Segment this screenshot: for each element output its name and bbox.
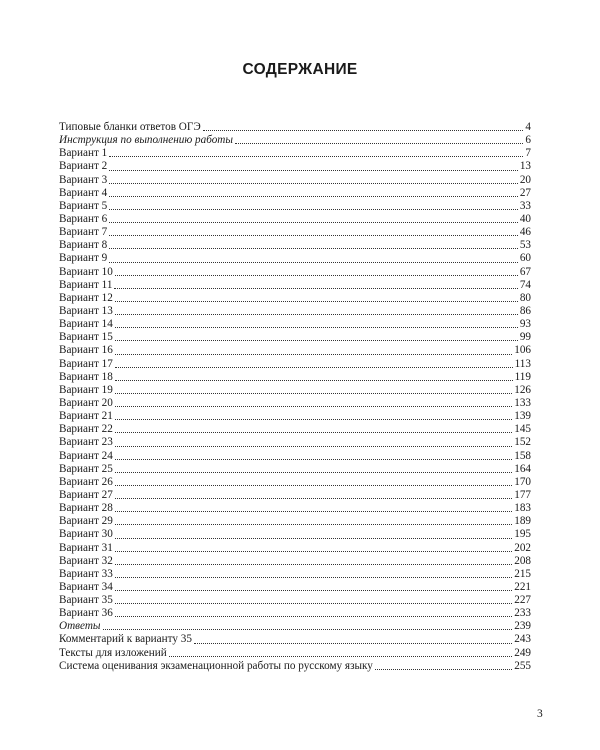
toc-entry-label: Комментарий к варианту 35 [59, 633, 192, 646]
toc-entry[interactable] [59, 423, 531, 436]
dot-leader [115, 367, 513, 368]
page-number: 3 [537, 708, 543, 720]
toc-entry[interactable] [59, 397, 531, 410]
dot-leader [115, 406, 512, 407]
toc-entry-label: Инструкция по выполнению работы [59, 134, 233, 147]
toc-entry[interactable] [59, 620, 531, 633]
toc-entry-label: Тексты для изложений [59, 646, 167, 659]
dot-leader [115, 485, 512, 486]
toc-entry-label: Вариант 25 [59, 462, 113, 475]
dot-leader [115, 459, 512, 460]
dot-leader [115, 419, 512, 420]
toc-entry-label: Вариант 36 [59, 607, 113, 620]
toc-entry-page: 119 [514, 370, 531, 383]
dot-leader [194, 643, 512, 644]
dot-leader [115, 354, 512, 355]
dot-leader [103, 629, 513, 630]
dot-leader [115, 577, 512, 578]
toc-entry-page: 93 [519, 318, 531, 331]
dot-leader [109, 235, 518, 236]
dot-leader [115, 446, 512, 447]
toc-entry-page: 195 [514, 528, 531, 541]
toc-entry[interactable] [59, 239, 531, 252]
toc-entry-label: Вариант 12 [59, 291, 113, 304]
toc-entry-label: Вариант 27 [59, 488, 113, 501]
toc-entry[interactable] [59, 502, 531, 515]
toc-entry[interactable] [59, 331, 531, 344]
toc-entry-label: Вариант 15 [59, 331, 113, 344]
toc-entry[interactable] [59, 226, 531, 239]
dot-leader [115, 524, 512, 525]
toc-entry[interactable] [59, 292, 531, 305]
toc-entry-page: 139 [514, 410, 531, 423]
toc-entry-page: 183 [514, 502, 531, 515]
toc-entry[interactable] [59, 607, 531, 620]
toc-entry[interactable] [59, 436, 531, 449]
toc-entry-page: 152 [514, 436, 531, 449]
toc-entry-page: 20 [519, 173, 531, 186]
dot-leader [115, 538, 512, 539]
toc-entry-page: 80 [519, 291, 531, 304]
toc-entry-label: Вариант 16 [59, 344, 113, 357]
toc-entry[interactable] [59, 660, 531, 673]
dot-leader [115, 380, 513, 381]
toc-entry[interactable] [59, 450, 531, 463]
toc-entry-label: Вариант 30 [59, 528, 113, 541]
dot-leader [109, 262, 518, 263]
dot-leader [115, 340, 518, 341]
toc-entry-label: Вариант 10 [59, 265, 113, 278]
dot-leader [109, 183, 518, 184]
toc-entry[interactable] [59, 489, 531, 502]
toc-entry[interactable] [59, 581, 531, 594]
toc-entry-label: Вариант 14 [59, 318, 113, 331]
toc-entry-label: Вариант 29 [59, 515, 113, 528]
toc-entry[interactable] [59, 358, 531, 371]
toc-entry-page: 113 [514, 357, 531, 370]
toc-entry[interactable] [59, 633, 531, 646]
toc-entry-label: Вариант 26 [59, 475, 113, 488]
toc-entry-page: 4 [525, 121, 531, 133]
toc-entry-label: Вариант 3 [59, 173, 108, 186]
dot-leader [115, 301, 518, 302]
dot-leader [109, 222, 518, 223]
toc-entry-page: 249 [514, 646, 531, 659]
toc-entry-label: Система оценивания экзаменационной работы по русскому языку [59, 659, 373, 672]
toc-entry-label: Вариант 34 [59, 580, 113, 593]
dot-leader [115, 551, 512, 552]
toc-entry-label: Вариант 33 [59, 567, 113, 580]
toc-entry-page: 60 [519, 252, 531, 265]
toc-entry-label: Вариант 35 [59, 594, 113, 607]
dot-leader [203, 130, 524, 131]
toc-entry-page: 33 [519, 199, 531, 212]
toc-entry-page: 126 [514, 383, 531, 396]
toc-entry-page: 46 [519, 226, 531, 239]
dot-leader [115, 511, 512, 512]
toc-entry-page: 158 [514, 449, 531, 462]
toc-entry-page: 13 [519, 160, 531, 173]
toc-entry-page: 133 [514, 396, 531, 409]
toc-entry[interactable] [59, 187, 531, 200]
toc-entry-page: 67 [519, 265, 531, 278]
toc-entry[interactable] [59, 305, 531, 318]
toc-entry[interactable] [59, 121, 531, 134]
table-of-contents [59, 121, 531, 673]
dot-leader [109, 209, 518, 210]
toc-entry-label: Вариант 1 [59, 147, 108, 160]
dot-leader [109, 170, 518, 171]
toc-entry[interactable] [59, 568, 531, 581]
toc-entry-label: Вариант 8 [59, 239, 108, 252]
toc-entry-page: 243 [514, 633, 531, 646]
toc-entry-label: Вариант 31 [59, 541, 113, 554]
toc-entry-label: Вариант 18 [59, 370, 113, 383]
toc-entry-label: Вариант 4 [59, 186, 108, 199]
toc-entry-label: Ответы [59, 620, 101, 633]
toc-entry[interactable] [59, 147, 531, 160]
toc-entry-page: 40 [519, 212, 531, 225]
toc-entry-page: 170 [514, 475, 531, 488]
toc-entry-page: 86 [519, 304, 531, 317]
toc-entry-page: 189 [514, 515, 531, 528]
toc-entry[interactable] [59, 344, 531, 357]
toc-entry[interactable] [59, 528, 531, 541]
dot-leader [109, 248, 518, 249]
toc-entry-page: 221 [514, 580, 531, 593]
toc-entry-page: 208 [514, 554, 531, 567]
toc-entry[interactable] [59, 279, 531, 292]
toc-entry-page: 106 [514, 344, 531, 357]
dot-leader [115, 393, 512, 394]
toc-entry-page: 215 [514, 567, 531, 580]
dot-leader [375, 669, 512, 670]
toc-entry-page: 227 [514, 594, 531, 607]
toc-entry-label: Вариант 22 [59, 423, 113, 436]
toc-entry[interactable] [59, 252, 531, 265]
toc-entry-label: Вариант 7 [59, 226, 108, 239]
dot-leader [115, 603, 512, 604]
dot-leader [115, 590, 512, 591]
toc-entry[interactable] [59, 476, 531, 489]
dot-leader [115, 432, 512, 433]
toc-entry-label: Вариант 13 [59, 304, 113, 317]
toc-entry[interactable] [59, 515, 531, 528]
dot-leader [115, 327, 518, 328]
toc-entry-label: Вариант 32 [59, 554, 113, 567]
toc-entry[interactable] [59, 555, 531, 568]
toc-entry-page: 239 [514, 620, 531, 633]
dot-leader [169, 656, 512, 657]
toc-entry-page: 74 [519, 278, 531, 291]
toc-entry-page: 99 [519, 331, 531, 344]
toc-entry-label: Типовые бланки ответов ОГЭ [59, 121, 201, 133]
dot-leader [109, 156, 523, 157]
toc-entry[interactable] [59, 463, 531, 476]
toc-entry[interactable] [59, 371, 531, 384]
toc-entry-label: Вариант 28 [59, 502, 113, 515]
toc-entry[interactable] [59, 174, 531, 187]
toc-entry[interactable] [59, 410, 531, 423]
toc-entry-page: 6 [525, 134, 531, 147]
toc-entry-label: Вариант 20 [59, 396, 113, 409]
toc-entry-label: Вариант 24 [59, 449, 113, 462]
toc-entry[interactable] [59, 647, 531, 660]
toc-entry[interactable] [59, 384, 531, 397]
toc-entry-page: 53 [519, 239, 531, 252]
toc-entry-label: Вариант 17 [59, 357, 113, 370]
toc-entry-page: 233 [514, 607, 531, 620]
toc-entry-label: Вариант 23 [59, 436, 113, 449]
toc-entry-label: Вариант 6 [59, 212, 108, 225]
toc-entry-page: 145 [514, 423, 531, 436]
toc-entry-page: 255 [514, 659, 531, 672]
dot-leader [115, 472, 512, 473]
toc-entry-page: 177 [514, 488, 531, 501]
toc-entry[interactable] [59, 134, 531, 147]
dot-leader [115, 616, 512, 617]
toc-entry[interactable] [59, 542, 531, 555]
toc-entry[interactable] [59, 213, 531, 226]
toc-entry[interactable] [59, 594, 531, 607]
toc-entry-label: Вариант 5 [59, 199, 108, 212]
toc-entry-page: 164 [514, 462, 531, 475]
toc-entry-page: 7 [525, 147, 531, 160]
toc-entry-label: Вариант 21 [59, 410, 113, 423]
toc-entry[interactable] [59, 266, 531, 279]
dot-leader [109, 196, 518, 197]
dot-leader [114, 288, 517, 289]
dot-leader [115, 564, 512, 565]
toc-entry-label: Вариант 9 [59, 252, 108, 265]
toc-entry-page: 27 [519, 186, 531, 199]
dot-leader [115, 498, 512, 499]
toc-entry[interactable] [59, 318, 531, 331]
toc-entry-label: Вариант 11 [59, 278, 113, 291]
toc-entry-label: Вариант 2 [59, 160, 108, 173]
dot-leader [235, 143, 523, 144]
toc-entry-page: 202 [514, 541, 531, 554]
toc-entry[interactable] [59, 160, 531, 173]
page-title: СОДЕРЖАНИЕ [242, 61, 358, 79]
toc-entry[interactable] [59, 200, 531, 213]
dot-leader [115, 275, 518, 276]
dot-leader [115, 314, 518, 315]
toc-entry-label: Вариант 19 [59, 383, 113, 396]
